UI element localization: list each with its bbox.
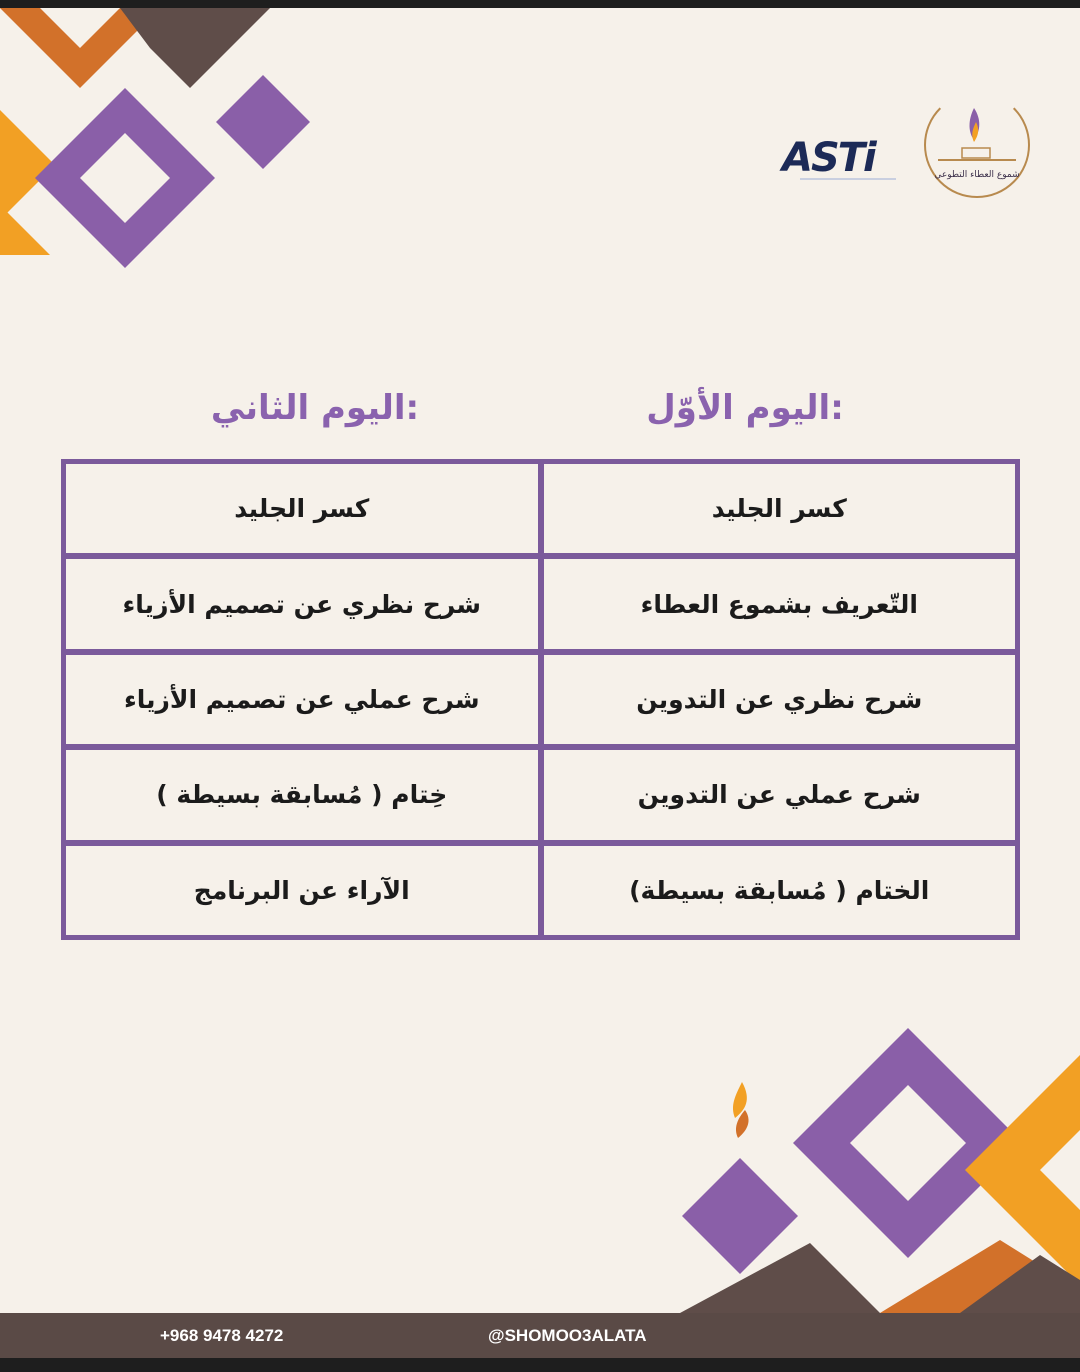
flame-icon [733,1082,749,1138]
footer-bar [0,1313,1080,1358]
candle-flame-icon [924,92,1030,172]
candles-logo-text: شموع العطاء التطوعي [934,170,1020,180]
purple-diamond [216,75,310,169]
asti-logo-wordmark: ASTi [782,135,875,181]
day-one-item: كسر الجليد [544,464,1016,559]
day-two-item: شرح عملي عن تصميم الأزياء [66,655,538,750]
day-one-item: الختام ( مُسابقة بسيطة) [629,875,930,905]
bottom-frame-bar [0,1358,1080,1372]
day-one-item: التّعريف بشموع العطاء [544,559,1016,654]
purple-diamond [682,1158,798,1274]
day-two-item: خِتام ( مُسابقة بسيطة ) [66,750,538,845]
day-one-title: اليوم الأوّل: [646,388,844,428]
day-one-item: شرح نظري عن التدوين [544,655,1016,750]
schedule-table [61,459,1020,940]
day-one-column [538,464,1016,935]
phone-number: +968 9478 4272 [160,1326,284,1345]
brown-chevron-shape [120,8,270,88]
social-handle: @SHOMOO3ALATA [488,1326,647,1345]
asti-logo-underline [800,178,896,186]
yellow-triangle-shape [0,110,55,220]
day-two-item: شرح نظري عن تصميم الأزياء [66,559,538,654]
day-two-item: الآراء عن البرنامج [193,875,410,905]
brown-chevron-shape [680,1243,880,1313]
asti-logo [782,135,898,188]
day-one-item: شرح عملي عن التدوين [544,750,1016,845]
yellow-triangle-shape [0,205,50,255]
day-two-title: اليوم الثاني: [210,388,420,428]
day-two-item: كسر الجليد [66,464,538,559]
candles-logo [924,92,1030,198]
yellow-chevron-shape [965,1055,1080,1285]
day-two-column [66,464,538,935]
